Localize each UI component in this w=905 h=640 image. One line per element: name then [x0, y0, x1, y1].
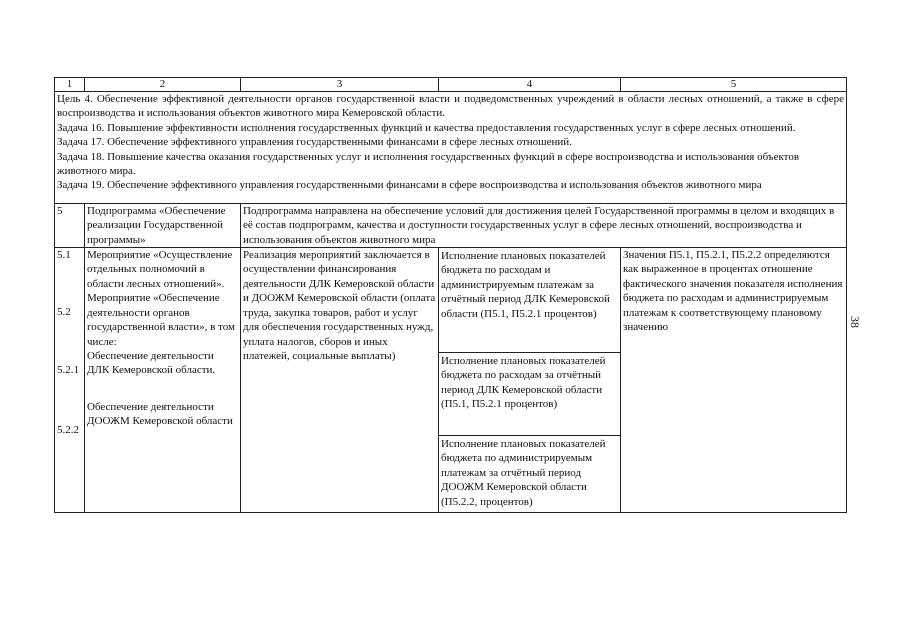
measure-implementation: Реализация мероприятий заключается в осуществлении финансирования деятельности ДЛК Кемеровской области и ДООЖМ Кемеровской области (оплата труда, закупка товаров, работ и услуг для обеспечения государственных нужд, уплата налогов, сборов и иных платежей, социальные выплаты) — [241, 248, 439, 513]
indicator-method: Значения П5.1, П5.2.1, П5.2.2 определяются как выраженное в процентах отношение фактического значения показателя исполнения бюджета по расходам и администрируемым платежам к соответствующему плановому значению — [621, 248, 847, 513]
indicator-1: Исполнение плановых показателей бюджета по расходам и администрируемым платежам за отчётный период ДЛК Кемеровской области (П5.1, П5.2.1 процентов) — [439, 248, 620, 353]
measure-names — [85, 248, 241, 513]
task-17: Задача 17. Обеспечение эффективного управления государственными финансами в сфере лесных отношений. — [57, 136, 572, 149]
header-cell-3: 3 — [241, 78, 439, 92]
header-cell-1: 1 — [55, 78, 85, 92]
header-row — [55, 78, 847, 92]
measure-5-2-2: Обеспечение деятельности ДООЖМ Кемеровской области — [87, 400, 233, 428]
measure-5-2-1: Обеспечение деятельности ДЛК Кемеровской области. — [87, 349, 216, 377]
task-19: Задача 19. Обеспечение эффективного управления государственными финансами в сфере воспроизводства и использования объектов животного мира — [57, 179, 762, 192]
goal-cell — [55, 92, 847, 204]
indicator-2: Исполнение плановых показателей бюджета по расходам за отчётный период ДЛК Кемеровской области (П5.1, П5.2.1 процентов) — [439, 353, 620, 436]
measures-row — [55, 248, 847, 513]
measure-num-5-2-2: 5.2.2 — [57, 424, 79, 437]
program-table — [54, 77, 847, 513]
header-cell-2: 2 — [85, 78, 241, 92]
page-number: 38 — [848, 316, 862, 328]
measure-num-5-2: 5.2 — [57, 306, 71, 319]
measure-numbers — [55, 248, 85, 513]
goal-text: Цель 4. Обеспечение эффективной деятельности органов государственной власти и подведомственных учреждений в области лесных отношений, а также в сфере воспроизводства и использования объектов животного мира Кемеровской области. — [57, 93, 844, 120]
measure-5-2: Мероприятие «Обеспечение деятельности органов государственной власти», в том числе: — [87, 292, 236, 348]
goal-row — [55, 92, 847, 204]
measure-num-5-2-1: 5.2.1 — [57, 363, 79, 376]
indicator-3: Исполнение плановых показателей бюджета по администрируемым платежам за отчётный период ДООЖМ Кемеровской области (П5.2.2, процентов) — [441, 438, 606, 508]
subprogram-num: 5 — [55, 203, 85, 247]
measure-5-1: Мероприятие «Осуществление отдельных полномочий в области лесных отношений». — [87, 249, 233, 290]
measure-num-5-1: 5.1 — [57, 249, 71, 262]
task-18: Задача 18. Повышение качества оказания государственных услуг и исполнения государственных функций в сфере воспроизводства и использования объектов животного мира. — [57, 150, 800, 178]
indicator-cell — [439, 248, 621, 513]
subprogram-desc: Подпрограмма направлена на обеспечение условий для достижения целей Государственной программы в целом и входящих в её состав подпрограмм, качества и доступности государственных услуг в сфере лесных отношений, воспроизводства и использования объектов животного мира — [241, 203, 847, 247]
subprogram-row — [55, 203, 847, 247]
header-cell-4: 4 — [439, 78, 621, 92]
subprogram-name: Подпрограмма «Обеспечение реализации Государственной программы» — [85, 203, 241, 247]
header-cell-5: 5 — [621, 78, 847, 92]
task-16: Задача 16. Повышение эффективности исполнения государственных функций и качества предоставления государственных услуг в сфере лесных отношений. — [57, 121, 796, 134]
